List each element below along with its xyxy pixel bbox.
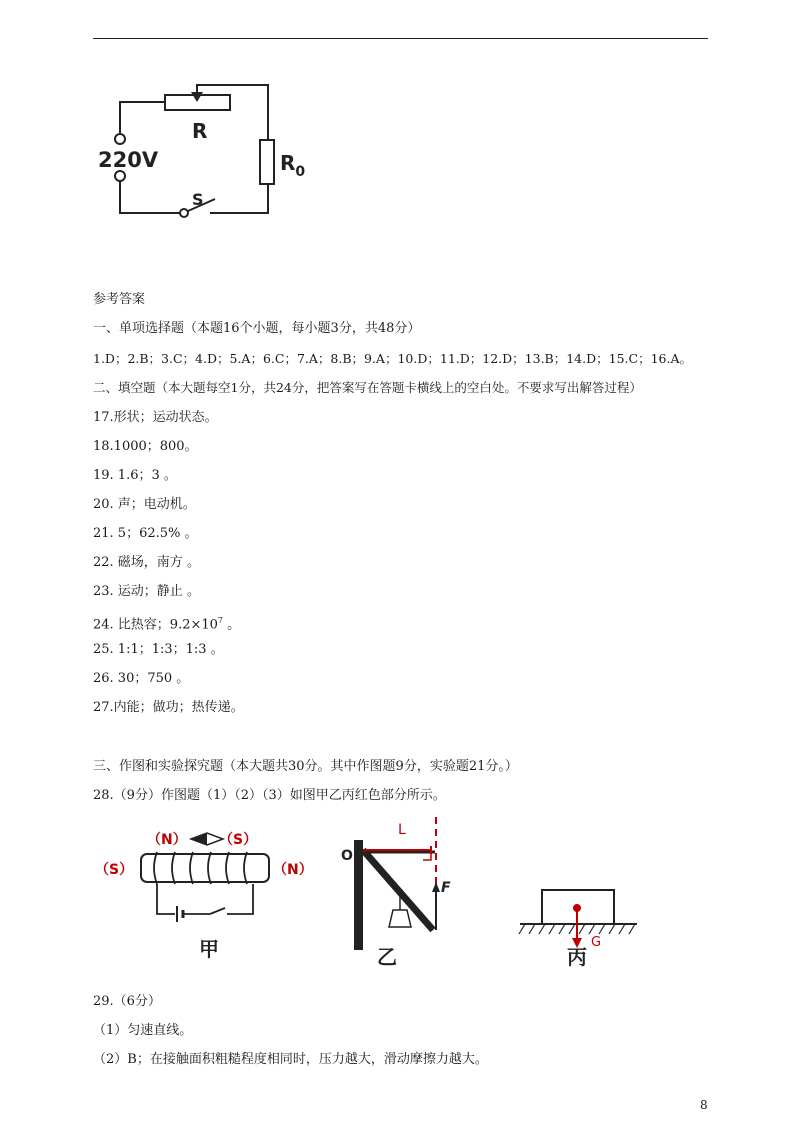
iron-core xyxy=(141,854,269,882)
answer-17: 17.形状；运动状态。 xyxy=(93,410,218,425)
answer-20: 20. 声；电动机。 xyxy=(93,497,196,512)
section3-title: 三、作图和实验探究题（本大题共30分。其中作图题9分，实验题21分。） xyxy=(93,759,518,774)
yi-caption: 乙 xyxy=(377,945,397,969)
section1-title: 一、单项选择题（本题16个小题，每小题3分，共48分） xyxy=(93,321,421,336)
jia-switch xyxy=(210,908,225,914)
slider-arrow-icon xyxy=(191,92,203,102)
force-label: F xyxy=(441,880,451,896)
jia-wire-left xyxy=(157,884,175,914)
figure-bing xyxy=(515,880,645,970)
voltage-label: 220V xyxy=(98,148,159,172)
answer-19: 19. 1.6；3 。 xyxy=(93,468,177,483)
answer-25: 25. 1:1；1:3；1:3 。 xyxy=(93,642,224,657)
answer-29-1: （1）匀速直线。 xyxy=(93,1023,193,1038)
answer-23: 23. 运动；静止 。 xyxy=(93,584,200,599)
figure-yi xyxy=(335,812,485,972)
rheostat-label: R xyxy=(192,119,208,143)
jia-left-pole: （S） xyxy=(95,862,134,878)
answer-22: 22. 磁场，南方 。 xyxy=(93,555,200,570)
jia-caption: 甲 xyxy=(199,937,219,961)
answer-26: 26. 30；750 。 xyxy=(93,671,190,686)
hanging-weight xyxy=(389,910,411,927)
section1-answers: 1.D；2.B；3.C；4.D；5.A；6.C；7.A；8.B；9.A；10.D；11.D；12.D；13.B；14.D；15.C；16.A。 xyxy=(93,351,692,366)
answers-heading: 参考答案 xyxy=(93,292,146,307)
slider-wire xyxy=(197,85,268,140)
terminal-top xyxy=(115,134,125,144)
pivot-label: O xyxy=(341,848,353,864)
force-arrowhead-icon xyxy=(432,882,440,892)
jia-right-pole: （N） xyxy=(273,862,313,878)
figure-jia xyxy=(95,822,315,962)
wall-post xyxy=(354,840,363,950)
answer-21: 21. 5；62.5% 。 xyxy=(93,526,198,541)
wire-bottom-left xyxy=(120,181,180,213)
jia-top-right-pole: （S） xyxy=(219,832,258,848)
circuit-diagram xyxy=(90,75,330,225)
wire-right-bottom xyxy=(210,184,268,213)
arm-label: L xyxy=(398,822,406,838)
answer-28: 28.（9分）作图题（1）（2）（3）如图甲乙丙红色部分所示。 xyxy=(93,788,446,803)
switch-pivot xyxy=(180,209,188,217)
section2-title: 二、填空题（本大题每空1分，共24分，把答案写在答题卡横线上的空白处。不要求写出解答过程） xyxy=(93,380,642,395)
gravity-label: G xyxy=(591,935,602,950)
page-number: 8 xyxy=(700,1098,708,1112)
resistor-symbol xyxy=(260,140,274,184)
answer-18: 18.1000；800。 xyxy=(93,439,198,454)
resistor-label: $R_0$ xyxy=(280,151,306,180)
bing-caption: 丙 xyxy=(567,945,587,969)
wire-top-left xyxy=(120,102,165,133)
answer-27: 27.内能；做功；热传递。 xyxy=(93,700,244,715)
switch-label: S xyxy=(192,190,204,209)
jia-wire-right xyxy=(227,884,253,914)
answer-29-2: （2）B；在接触面积粗糙程度相同时，压力越大，滑动摩擦力越大。 xyxy=(93,1052,488,1067)
jia-top-left-pole: （N） xyxy=(147,832,187,848)
terminal-bottom xyxy=(115,171,125,181)
answer-29: 29.（6分） xyxy=(93,994,161,1009)
header-rule xyxy=(93,38,708,39)
answer-24: 24. 比热容；$9.2\times 10^7$ 。 xyxy=(93,616,241,633)
